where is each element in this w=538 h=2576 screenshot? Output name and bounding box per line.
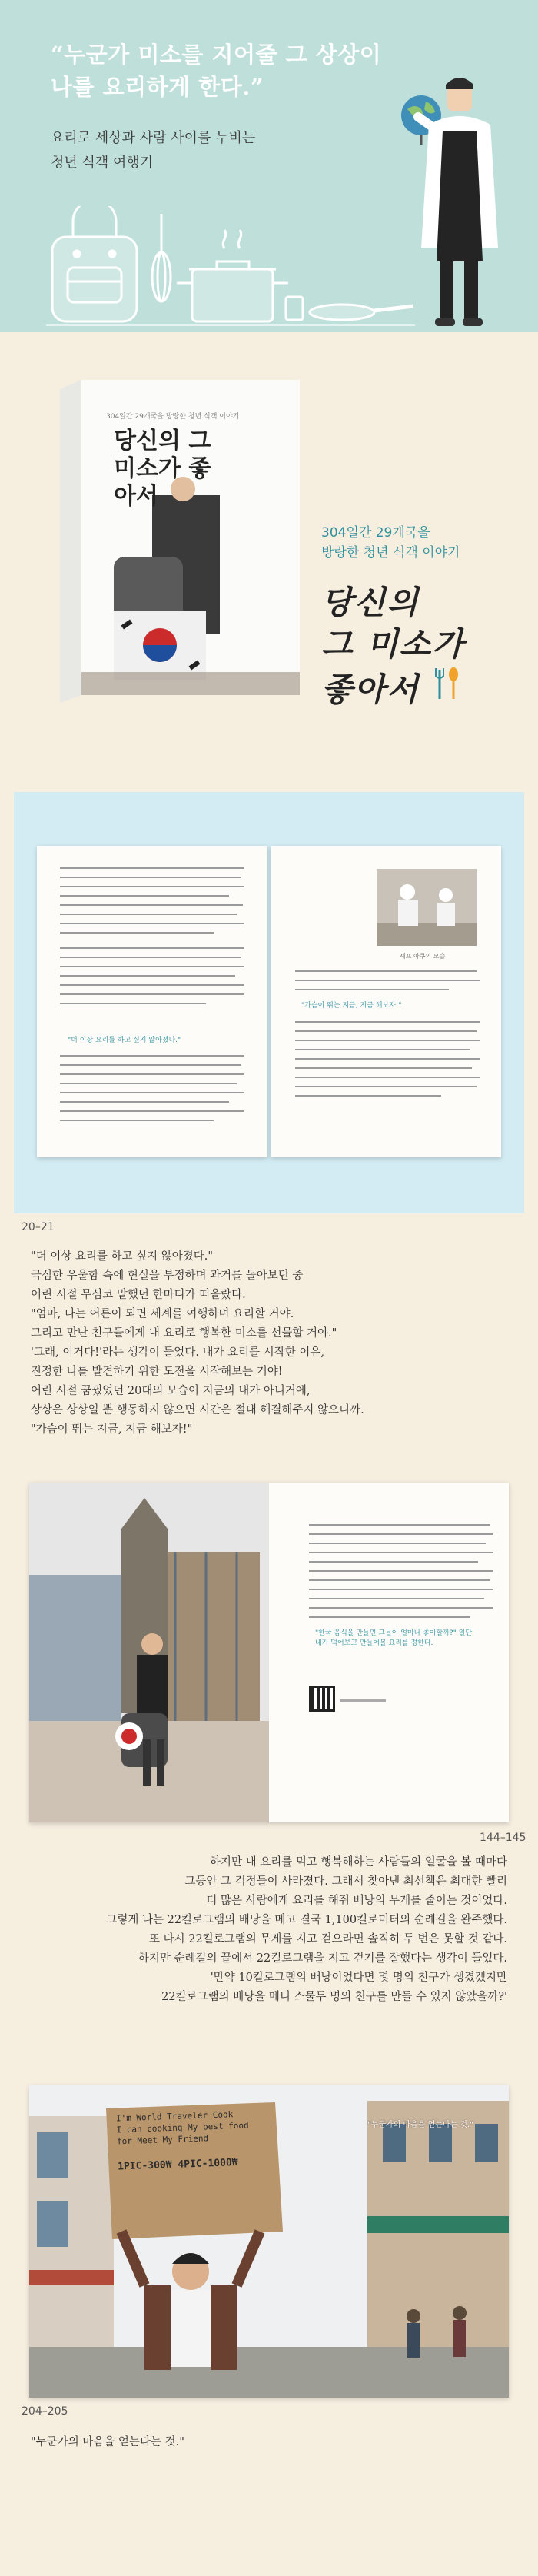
excerpt1-line: 극심한 우울함 속에 현실을 부정하며 과거를 돌아보던 중 [31, 1270, 304, 1282]
excerpt2-line: 하지만 순례길의 끝에서 22킬로그램을 지고 걷기를 잘했다는 생각이 들었다. [138, 1952, 507, 1965]
pot-icon [177, 230, 288, 321]
excerpt1-line: 상상은 상상일 뿐 행동하지 않으면 시간은 절대 해결해주지 않으니까. [31, 1404, 364, 1416]
book-title-line-3: 좋아서 [321, 671, 420, 708]
spread1-inner-quote-left: "더 이상 요리를 하고 싶지 않아졌다." [68, 1037, 181, 1044]
cup-icon [286, 297, 303, 320]
backpack-icon [52, 206, 137, 321]
plaza-photo [29, 1483, 269, 1822]
excerpt1-line: 그리고 만난 친구들에게 내 요리로 행복한 미소를 선물할 거야." [31, 1327, 337, 1340]
spread1-chef-photo [377, 869, 477, 946]
sign-line: I'm World Traveler Cook [115, 2109, 234, 2124]
cover-title: 당신의 그 미소가 좋아서 [114, 428, 211, 510]
hero-subtitle-line-1: 요리로 세상과 사람 사이를 누비는 [51, 130, 256, 146]
qr-code-icon [309, 1686, 335, 1712]
hero-subtitle-line-2: 청년 식객 여행기 [51, 155, 154, 171]
spread2-inner-quote: "한국 음식을 만들면 그들이 얼마나 좋아할까?" 일단 내가 먹어보고 만들어볼 요리를 정한다. [315, 1629, 473, 1647]
chef-illustration [398, 71, 513, 328]
book-title-line-2: 그 미소가 [321, 625, 465, 663]
excerpt1-line: 진정한 나를 발견하기 위한 도전을 시작해보는 거야! [31, 1366, 283, 1378]
hero-quote-line-2: 나를 요리하게 한다.” [51, 74, 264, 100]
cardboard-sign-text [116, 2108, 272, 2173]
spread2-photo [29, 1483, 269, 1822]
excerpt2-line: 더 많은 사람에게 요리를 해줘 배낭의 무게를 줄이는 것이었다. [206, 1895, 507, 1907]
book-section [0, 332, 538, 769]
excerpt2-line: 또 다시 22킬로그램의 무게를 지고 걷으라면 솔직히 두 번은 못할 것 같다. [149, 1933, 507, 1945]
spread3-inner-quote: "누군가의 마음을 얻는다는 것." [367, 2121, 473, 2129]
spread1-photo-caption: 셰프 아쿠의 모습 [400, 953, 446, 960]
excerpt-1 [31, 1247, 507, 1439]
book-cover [60, 380, 300, 706]
book-title-line-1: 당신의 [321, 584, 420, 621]
spread1-inner-quote-right: "가슴이 뛰는 지금, 지금 해보자!" [301, 1002, 402, 1010]
sign-line: I can cooking My best food [116, 2120, 249, 2135]
excerpt1-line: "가슴이 뛰는 지금, 지금 해보자!" [31, 1423, 193, 1436]
hero-quote [51, 38, 381, 103]
book-tagline [321, 523, 506, 563]
kitchen-photo [377, 869, 477, 946]
spread1-page-ref: 20–21 [22, 1221, 55, 1233]
qr-caption-line [340, 1699, 386, 1702]
excerpt1-line: "더 이상 요리를 하고 싶지 않아졌다." [31, 1250, 214, 1263]
whisk-icon [152, 214, 171, 301]
hero-quote-line-1: “누군가 미소를 지어줄 그 상상이 [51, 42, 382, 68]
cover-small-text: 304일간 29개국을 방랑한 청년 식객 이야기 [106, 413, 240, 421]
tagline-line-2: 방랑한 청년 식객 이야기 [321, 545, 460, 561]
hero-subtitle [51, 126, 255, 175]
kitchen-illustration [46, 206, 415, 329]
excerpt1-line: 어린 시절 꿈꿨었던 20대의 모습이 지금의 내가 아니거에, [31, 1385, 311, 1397]
excerpt1-line: "엄마, 나는 어른이 되면 세계를 여행하며 요리할 거야. [31, 1308, 294, 1320]
sign-line: for Meet My Friend [116, 2133, 209, 2147]
spread3-page-ref: 204–205 [22, 2405, 68, 2418]
sign-prices: 1PIC-300₩ 4PIC-1000₩ [117, 2157, 238, 2173]
excerpt2-line: 그렇게 나는 22킬로그램의 배낭을 메고 결국 1,100킬로미터의 순례길을 완주했다. [106, 1914, 507, 1926]
excerpt2-line: 22킬로그램의 배낭을 메니 스물두 명의 친구를 만들 수 있지 않았을까?' [161, 1991, 507, 2003]
excerpt1-line: '그래, 이거다!'라는 생각이 들었다. 내가 요리를 시작한 이유, [31, 1346, 325, 1359]
tagline-line-1: 304일간 29개국을 [321, 525, 430, 541]
excerpt-2 [15, 1853, 507, 2007]
excerpt2-line: 그동안 그 걱정들이 사라졌다. 그래서 찾아낸 최선책은 최대한 빨리 [184, 1875, 507, 1888]
footer-quote: "누군가의 마음을 얻는다는 것." [31, 2436, 184, 2448]
excerpt1-line: 어린 시절 무심코 말했던 한마디가 떠올랐다. [31, 1289, 246, 1301]
book-title [321, 582, 465, 711]
excerpt2-line: '만약 10킬로그램의 배낭이었다면 몇 명의 친구가 생겼겠지만 [210, 1972, 507, 1984]
excerpt2-line: 하지만 내 요리를 먹고 행복해하는 사람들의 얼굴을 볼 때마다 [209, 1856, 507, 1869]
fork-spoon-icon [432, 665, 463, 701]
book-title-line-3-wrap [321, 665, 465, 711]
spread2-page-ref: 144–145 [480, 1832, 526, 1844]
hero-banner [0, 0, 538, 332]
